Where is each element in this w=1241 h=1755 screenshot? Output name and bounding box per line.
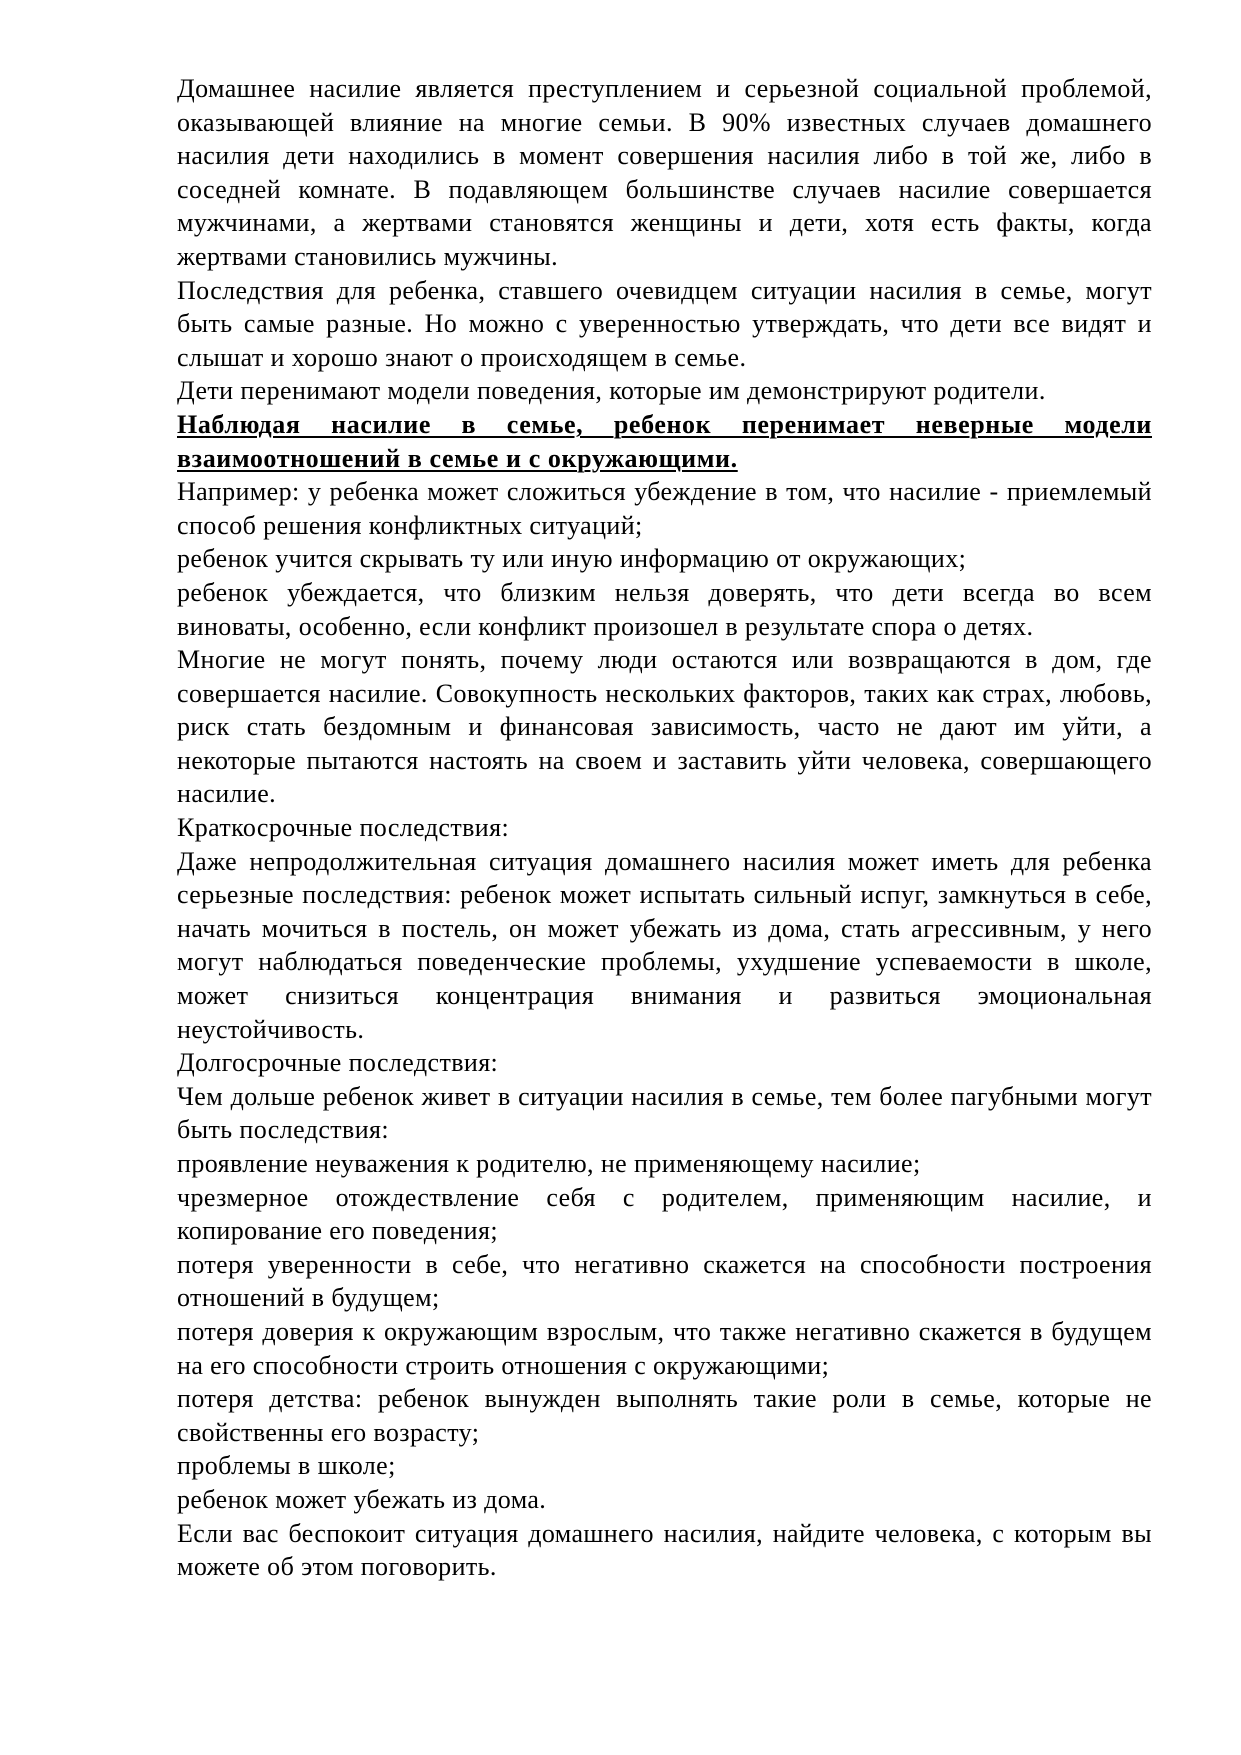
list-item-childhood: потеря детства: ребенок вынужден выполнять такие роли в семье, которые не свойственны его возрасту; [177,1384,1152,1447]
paragraph-models: Дети перенимают модели поведения, которые им демонстрируют родители. [177,376,1046,406]
document-page [177,72,1152,1584]
list-item-school: проблемы в школе; [177,1451,396,1481]
list-item-hide-info: ребенок учится скрывать ту или иную информацию от окружающих; [177,544,967,574]
paragraph-long-term: Чем дольше ребенок живет в ситуации насилия в семье, тем более пагубными могут быть последствия: [177,1081,1152,1145]
list-item-trust: ребенок убеждается, что близким нельзя доверять, что дети всегда во всем виноваты, особенно, если конфликт произошел в результате спора о детях. [177,577,1152,641]
list-item-disrespect: проявление неуважения к родителю, не применяющему насилие; [177,1149,921,1178]
paragraph-short-term: Даже непродолжительная ситуация домашнего насилия может иметь для ребенка серьезные последствия: ребенок может испытать сильный испуг, замкнуться в себе, начать мочиться в постель, он может убежать из дома, стать агрессивным, у него могут наблюдаться поведенческие проблемы, ухудшение успеваемости в школе, может снизиться концентрация внимания и развиться эмоциональная неустойчивость. [177,846,1152,1044]
list-item-run-away: ребенок может убежать из дома. [177,1484,547,1514]
paragraph-intro: Домашнее насилие является преступлением и серьезной социальной проблемой, оказывающей влияние на многие семьи. В 90% известных случаев домашнего насилия дети находились в момент совершения насилия либо в той же, либо в соседней комнате. В подавляющем большинстве случаев насилие совершается мужчинами, а жертвами становятся женщины и дети, хотя есть факты, когда жертвами становились мужчины. [177,74,1152,271]
list-item-identification: чрезмерное отождествление себя с родителем, применяющим насилие, и копирование его поведения; [177,1182,1152,1246]
paragraph-consequences: Последствия для ребенка, ставшего очевидцем ситуации насилия в семье, могут быть самые разные. Но можно с уверенностью утверждать, что дети все видят и слышат и хорошо знают о происходящем в семье. [177,275,1152,372]
list-item-confidence: потеря уверенности в себе, что негативно скажется на способности построения отношений в будущем; [177,1249,1152,1313]
paragraph-example: Например: у ребенка может сложиться убеждение в том, что насилие - приемлемый способ решения конфликтных ситуаций; [177,477,1152,540]
heading-long-term: Долгосрочные последствия: [177,1048,499,1078]
paragraph-closing: Если вас беспокоит ситуация домашнего насилия, найдите человека, с которым вы можете об этом поговорить. [177,1518,1152,1582]
paragraph-why-stay: Многие не могут понять, почему люди остаются или возвращаются в дом, где совершается насилие. Совокупность нескольких факторов, таких как страх, любовь, риск стать бездомным и финансовая зависимость, часто не дают им уйти, а некоторые пытаются настоять на своем и заставить уйти человека, совершающего насилие. [177,645,1152,809]
list-item-adult-trust: потеря доверия к окружающим взрослым, что также негативно скажется в будущем на его способности строить отношения с окружающими; [177,1316,1152,1380]
paragraph-emphasis: Наблюдая насилие в семье, ребенок перенимает неверные модели взаимоотношений в семье и с окружающими. [177,409,1152,473]
heading-short-term: Краткосрочные последствия: [177,813,510,843]
